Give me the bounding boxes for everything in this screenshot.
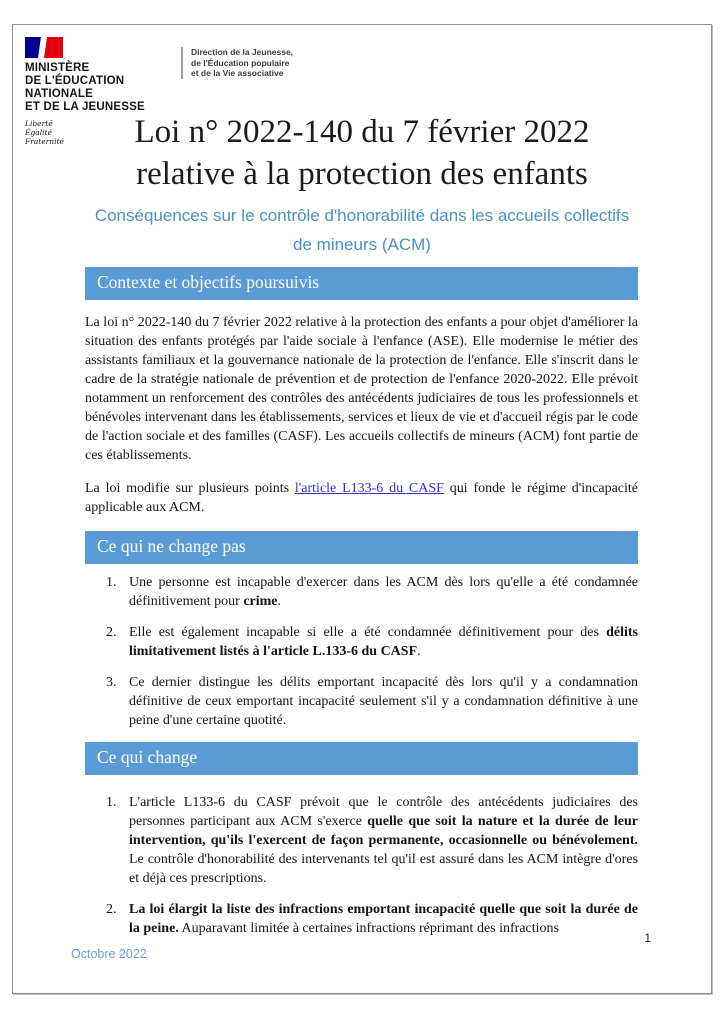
document-title-line: Loi n° 2022-140 du 7 février 2022 [134,114,590,150]
motto-line: Égalité [25,128,52,137]
direction-line: Direction de la Jeunesse, [191,47,294,57]
list-item-text [129,793,638,888]
document-subtitle [13,201,711,259]
list-item-number: 2. [106,625,117,640]
direction-line: de l'Éducation populaire [191,57,290,68]
ministry-line: MINISTÈRE [25,62,90,74]
list-item-number: 2. [106,902,117,917]
list-item [85,793,638,888]
list-item [85,573,638,611]
direction-line: et de la Vie associative [191,68,284,78]
list-item-text [129,573,638,611]
document-subtitle-line: Conséquences sur le contrôle d'honorabilité dans les accueils collectifs [94,206,630,225]
text-run: Elle est également incapable si elle a été condamnée définitivement pour des [129,625,607,640]
list-item [85,623,638,661]
text-run: . [417,644,421,659]
ministry-line: DE L'ÉDUCATION [25,75,125,87]
document-content [13,25,711,938]
section-heading-change: Ce qui change [85,742,638,775]
list-item-number: 1. [106,575,117,590]
text-run: . [277,594,282,609]
government-logo [25,37,175,146]
text-run: qui fonde le régime d'incapacité applicable aux ACM. [85,481,639,515]
list-item-number: 1. [106,795,117,810]
motto-line: Fraternité [25,137,64,146]
motto-line: Liberté [25,119,53,128]
text-run: L'article L133-6 du CASF prévoit que le contrôle des antécédents judiciaires des personnes participant aux ACM s'exerce [129,795,638,829]
list-item-text [129,673,638,730]
ministry-name [25,62,175,114]
ministry-line: ET DE LA JEUNESSE [25,101,145,113]
motto [25,119,175,146]
page-number: 1 [644,931,651,945]
unchanged-list [85,573,638,730]
section-heading-contexte: Contexte et objectifs poursuivis [85,267,638,300]
list-item-text [129,623,638,661]
document-page [12,24,712,994]
text-run: délits limitativement listés à l'article L.133-6 du CASF [129,625,638,659]
document-subtitle-line: de mineurs (ACM) [293,235,431,254]
text-run: La loi n° 2022-140 du 7 février 2022 relative à la protection des enfants a pour objet d'améliorer la situation des enfants protégés par l'aide sociale à l'enfance (ASE). Elle modernise le métier des assistants familiaux et la gouvernance nationale de la protection de l'enfance. Elle s'inscrit dans le cadre de la stratégie nationale de prévention et de protection de l'enfance 2020-2022. Elle prévoit notamment un renforcement des contrôles des antécédents judiciaires de tous les professionnels et bénévoles intervenant dans les établissements, services et lieux de vie et d'accueil régis par le code de l'action sociale et des familles (CASF). Les accueils collectifs de mineurs (ACM) font partie de ces établissements. [85,315,638,463]
text-run: La loi élargit la liste des infractions emportant incapacité quelle que soit la durée de la peine. [129,902,638,936]
list-item [85,900,638,938]
paragraph-contexte-1 [85,313,638,465]
paragraph-contexte-2 [85,479,638,517]
list-item-text [129,900,638,938]
section-heading-ne-change-pas: Ce qui ne change pas [85,531,638,564]
text-run: La loi modifie sur plusieurs points [85,481,295,496]
ministry-line: NATIONALE [25,88,94,100]
direction-label [181,47,293,79]
text-run: Une personne est incapable d'exercer dans les ACM dès lors qu'elle a été condamnée définitivement pour [129,575,638,609]
footer-date: Octobre 2022 [71,947,147,961]
casf-article-link[interactable]: l'article L133-6 du CASF [294,481,444,496]
text-run: Auparavant limitée à certaines infractions réprimant des infractions [178,921,559,936]
list-item [85,673,638,730]
document-title-line: relative à la protection des enfants [136,156,588,192]
text-run: crime [243,594,278,609]
body-column [85,267,638,938]
text-run: Le contrôle d'honorabilité des intervenants tel qu'il est assuré dans les ACM intègre d'ores et déjà ces prescriptions. [129,852,638,886]
text-run: quelle que soit la nature et la durée de leur intervention, qu'ils l'exercent de façon permanente, occasionnelle ou bénévolement. [129,814,638,848]
list-item-number: 3. [106,675,117,690]
changed-list [85,793,638,938]
text-run: Ce dernier distingue les délits emportant incapacité dès lors qu'il y a condamnation définitive de ceux emportant incapacité seulement s'il y a condamnation définitive à une peine d'une certaine quotité. [129,675,638,728]
french-flag-icon [25,37,63,58]
